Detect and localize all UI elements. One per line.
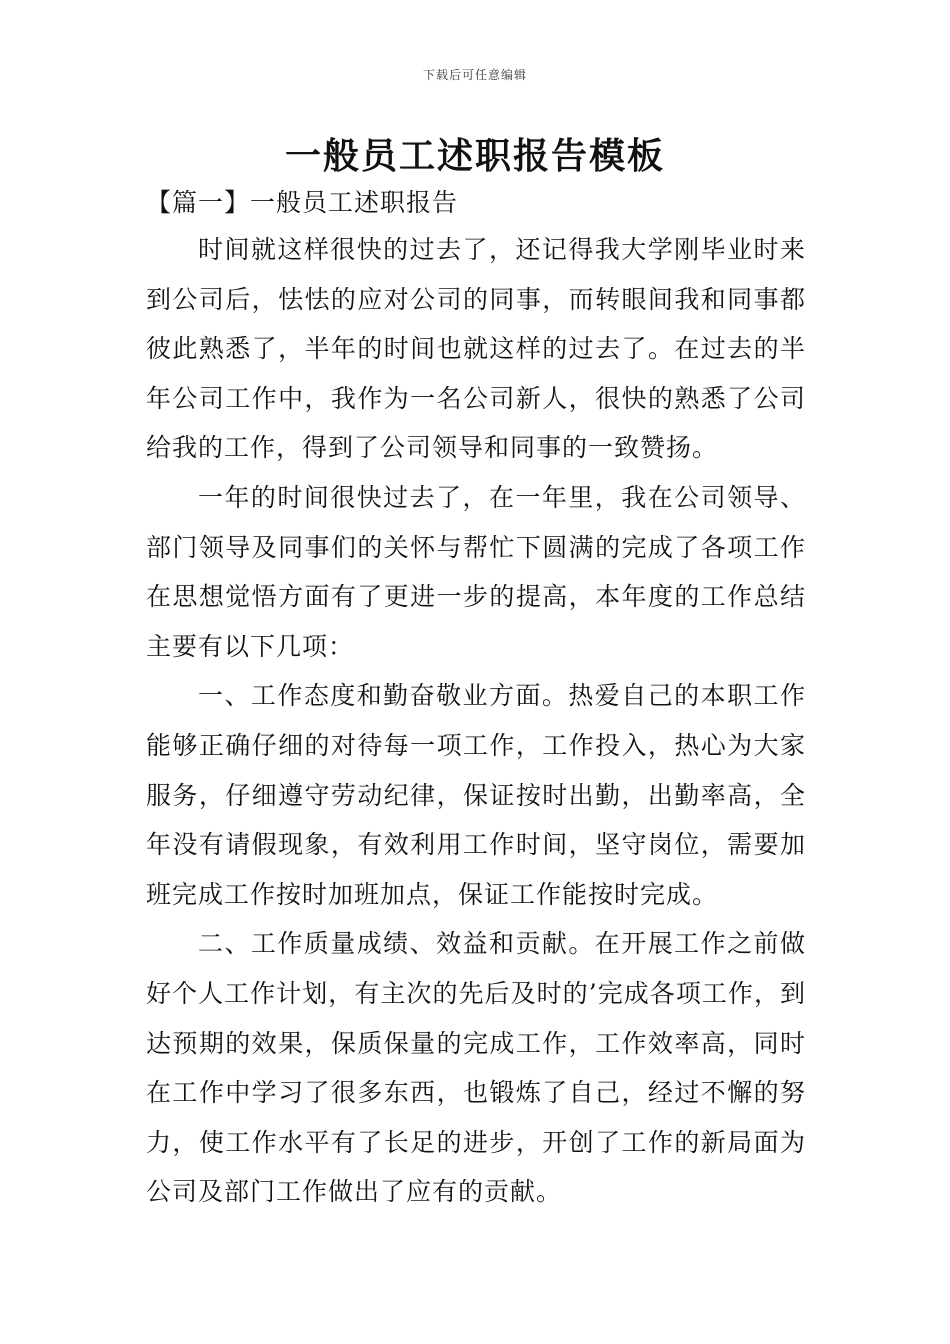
body-text — [146, 225, 806, 1217]
section-heading: 【篇一】一般员工述职报告 — [146, 188, 459, 217]
header-note: 下载后可任意编辑 — [422, 68, 527, 82]
page-title: 一般员工述职报告模板 — [284, 136, 665, 177]
paragraph: 时间就这样很快的过去了，还记得我大学刚毕业时来到公司后，怯怯的应对公司的同事，而转眼间我和同事都彼此熟悉了，半年的时间也就这样的过去了。在过去的半年公司工作中，我作为一名公司新人，很快的熟悉了公司给我的工作，得到了公司领导和同事的一致赞扬。 — [146, 235, 806, 463]
paragraph: 二、工作质量成绩、效益和贡献。在开展工作之前做好个人工作计划，有主次的先后及时的’完成各项工作，到达预期的效果，保质保量的完成工作，工作效率高，同时在工作中学习了很多东西，也锻炼了自己，经过不懈的努力，使工作水平有了长足的进步，开创了工作的新局面为公司及部门工作做出了应有的贡献。 — [146, 929, 806, 1207]
paragraph: 一年的时间很快过去了，在一年里，我在公司领导、部门领导及同事们的关怀与帮忙下圆满的完成了各项工作在思想觉悟方面有了更进一步的提高，本年度的工作总结主要有以下几项： — [146, 482, 806, 661]
paragraph: 一、工作态度和勤奋敬业方面。热爱自己的本职工作能够正确仔细的对待每一项工作，工作投入，热心为大家服务，仔细遵守劳动纪律，保证按时出勤，出勤率高，全年没有请假现象，有效利用工作时间，坚守岗位，需要加班完成工作按时加班加点，保证工作能按时完成。 — [146, 681, 806, 909]
